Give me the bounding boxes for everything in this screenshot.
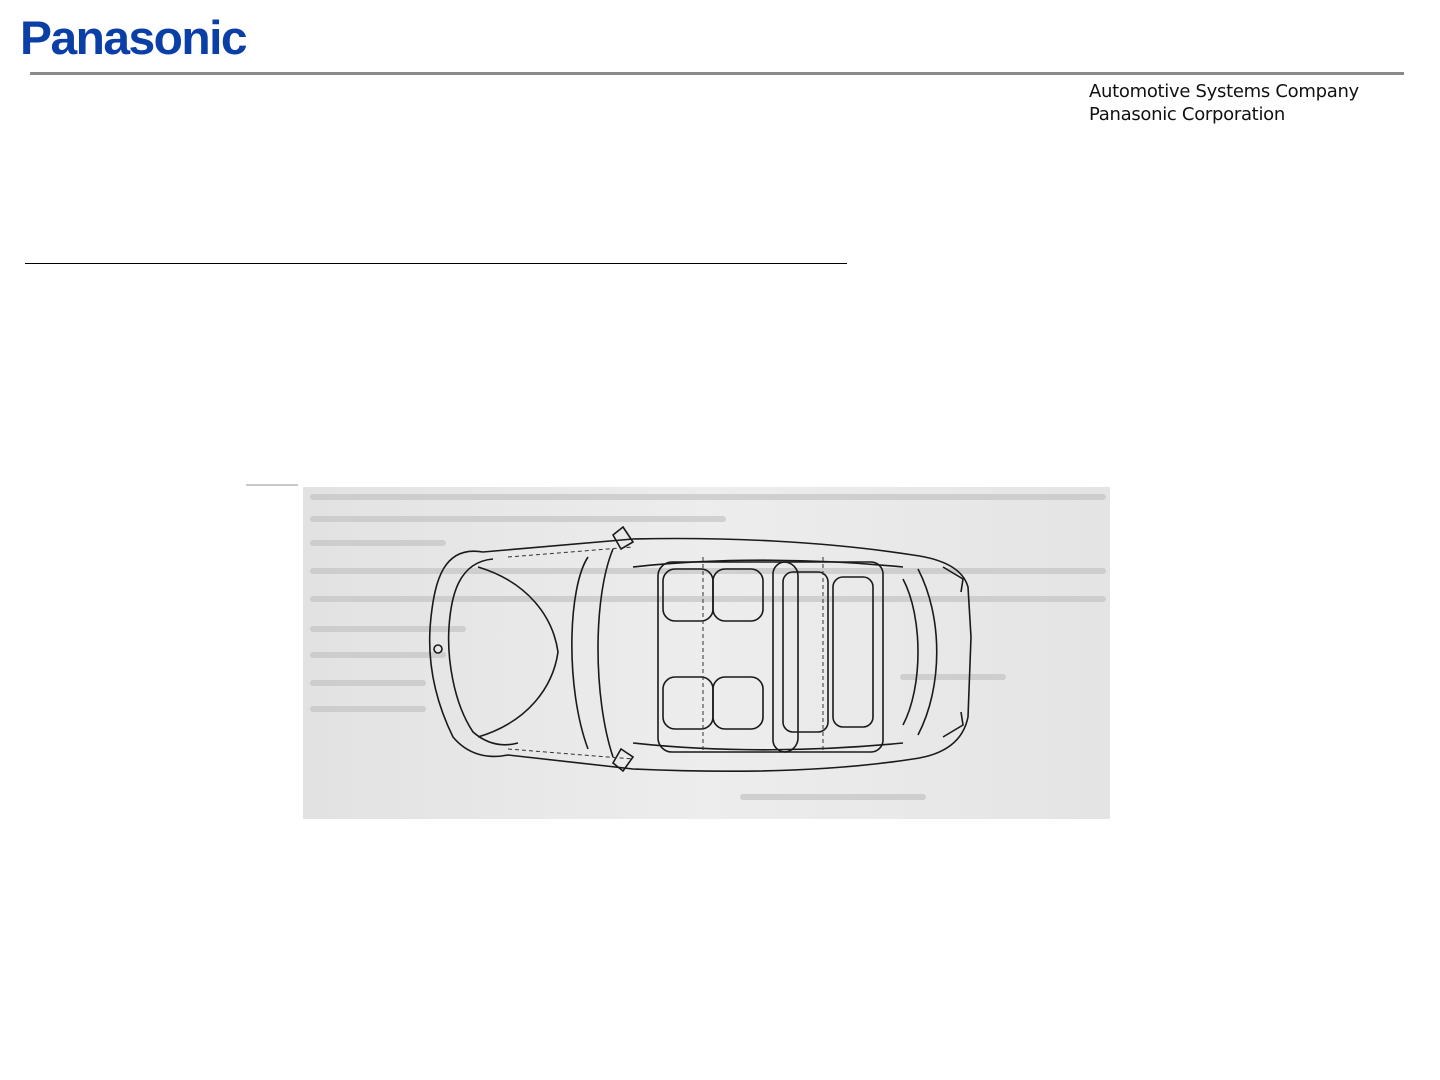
title-underline [25, 263, 847, 264]
scan-edge-mark [246, 484, 298, 486]
header-divider [30, 72, 1404, 75]
car-top-view-drawing [303, 487, 1110, 819]
panasonic-logo: Panasonic [20, 11, 247, 64]
company-name: Automotive Systems Company [1089, 81, 1359, 102]
company-block [1089, 80, 1359, 126]
corporation-name: Panasonic Corporation [1089, 104, 1285, 125]
car-diagram-image [303, 487, 1110, 819]
